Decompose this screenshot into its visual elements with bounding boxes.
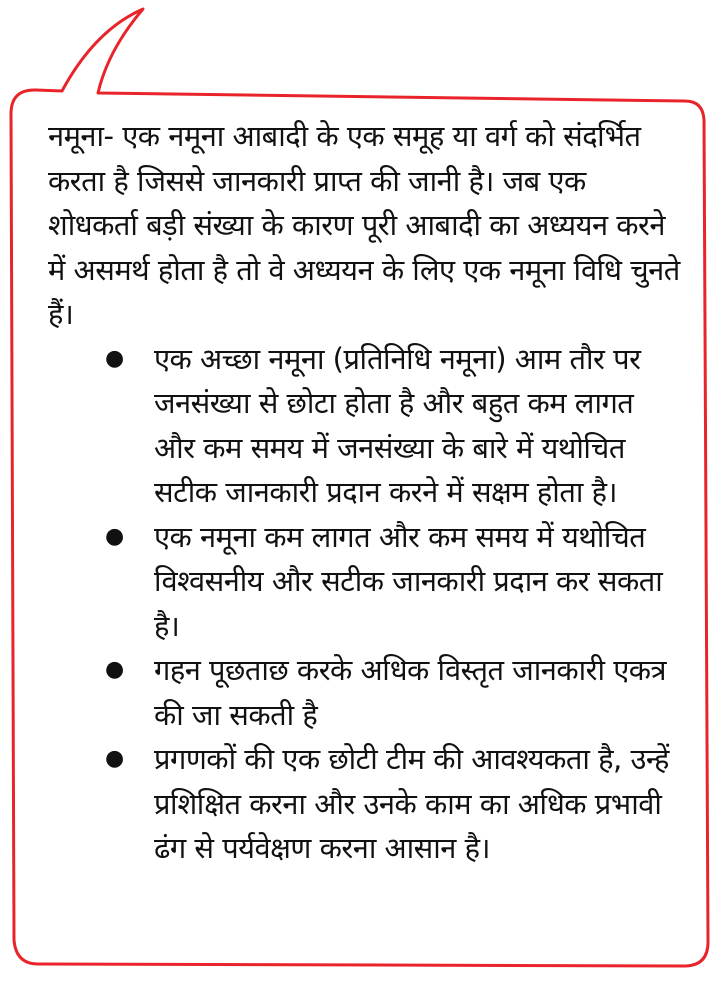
- bullet-icon: ●: [105, 523, 124, 549]
- bullet-icon: ●: [105, 345, 124, 371]
- bullet-text: प्रगणकों की एक छोटी टीम की आवश्यकता है, उन्हें प्रशिक्षित करना और उनके काम का अधिक प्रभावी ढंग से पर्यवेक्षण करना आसान है।: [154, 742, 669, 865]
- bullet-text: एक अच्छा नमूना (प्रतिनिधि नमूना) आम तौर पर जनसंख्या से छोटा होता है और बहुत कम लागत और कम समय में जनसंख्या के बारे में यथोचित सटीक जानकारी प्रदान करने में सक्षम होता है।: [154, 341, 641, 509]
- list-item: [48, 515, 680, 649]
- list-item: [48, 648, 680, 737]
- text-content: [48, 114, 680, 871]
- bullet-icon: ●: [105, 746, 124, 771]
- bullet-text: एक नमूना कम लागत और कम समय में यथोचित विश्वसनीय और सटीक जानकारी प्रदान कर सकता है।: [154, 519, 663, 643]
- bullet-icon: ●: [105, 657, 124, 682]
- list-item: [48, 737, 680, 871]
- intro-paragraph: नमूना- एक नमूना आबादी के एक समूह या वर्ग को संदर्भित करता है जिससे जानकारी प्राप्त की जानी है। जब एक शोधकर्ता बड़ी संख्या के कारण पूरी आबादी का अध्ययन करने में असमर्थ होता है तो वे अध्ययन के लिए एक नमूना विधि चुनते हैं।: [48, 119, 680, 331]
- list-item: [48, 337, 680, 515]
- bullet-list: [48, 337, 680, 871]
- bullet-text: गहन पूछताछ करके अधिक विस्तृत जानकारी एकत्र की जा सकती है: [154, 653, 667, 732]
